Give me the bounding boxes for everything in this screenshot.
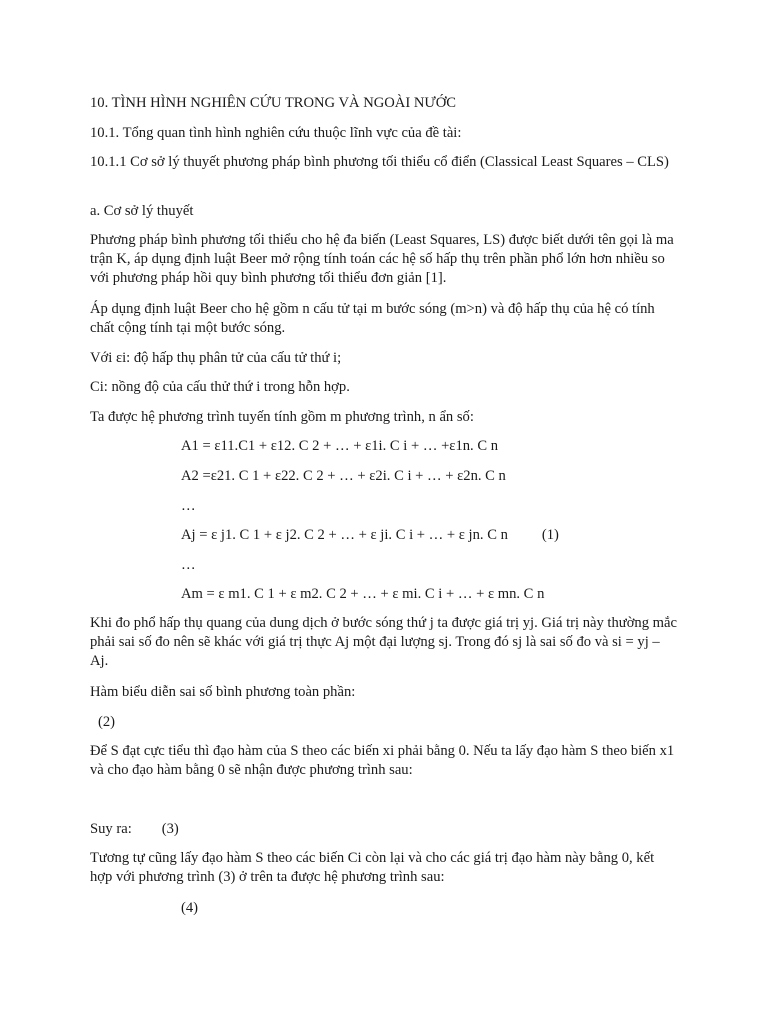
suy-ra-label: Suy ra: — [90, 821, 132, 837]
paragraph-system-derivation: Tương tự cũng lấy đạo hàm S theo các biến Ci còn lại và cho các giá trị đạo hàm này bằng 0, kết hợp với phương trình (3) ở trên ta được hệ phương trình sau: — [90, 850, 655, 885]
paragraph-ls-intro: Phương pháp bình phương tối thiểu cho hệ đa biến (Least Squares, LS) được biết dưới tên gọi là ma trận K, áp dụng định luật Beer mở rộng tính toán các hệ số hấp thụ trên phần phổ lớn hơn nhiều so với phương pháp hồi quy bình phương tối thiểu đơn giản [1]. — [90, 232, 674, 286]
paragraph-beer-law: Áp dụng định luật Beer cho hệ gồm n cấu tử tại m bước sóng (m>n) và độ hấp thụ của hệ có tính chất cộng tính tại một bước sóng. — [90, 301, 655, 336]
equation-aj — [181, 526, 681, 545]
equation-number-2: (2) — [98, 714, 116, 730]
equation-aj-text: Aj = ε j1. C 1 + ε j2. C 2 + … + ε ji. C i + … + ε jn. C n — [181, 527, 508, 543]
equation-a1: A1 = ε11.C1 + ε12. C 2 + … + ε1i. C i + … +ε1n. C n — [181, 438, 499, 454]
paragraph-squared-error: Hàm biểu diễn sai số bình phương toàn phần: — [90, 684, 356, 700]
paragraph-measurement-error: Khi đo phổ hấp thụ quang của dung dịch ở bước sóng thứ j ta được giá trị yj. Giá trị này thường mắc phải sai số đo nên sẽ khác với giá trị thực Aj một đại lượng sj. Trong đó sj là sai số đo và si = yj – Aj. — [90, 615, 677, 669]
definition-epsilon: Với εi: độ hấp thụ phân tử của cấu tử thứ i; — [90, 350, 342, 366]
equation-a2: A2 =ε21. C 1 + ε22. C 2 + … + ε2i. C i + … + ε2n. C n — [181, 468, 506, 484]
paragraph-equation-system: Ta được hệ phương trình tuyến tính gồm m phương trình, n ẩn số: — [90, 409, 474, 425]
equation-number-1: (1) — [541, 527, 559, 543]
section-title: 10.1.1 Cơ sở lý thuyết phương pháp bình phương tối thiểu cổ điển (Classical Least Squares – CLS) — [90, 154, 669, 170]
subheading: 10.1. Tổng quan tình hình nghiên cứu thuộc lĩnh vực của đề tài: — [90, 125, 462, 141]
equation-ellipsis: … — [181, 498, 196, 514]
section-heading: 10. TÌNH HÌNH NGHIÊN CỨU TRONG VÀ NGOÀI NƯỚC — [90, 95, 456, 111]
suy-ra-line — [90, 820, 678, 839]
paragraph-derivative: Để S đạt cực tiểu thì đạo hàm của S theo các biến xi phải bằng 0. Nếu ta lấy đạo hàm S theo biến x1 và cho đạo hàm bằng 0 sẽ nhận được phương trình sau: — [90, 743, 675, 778]
definition-concentration: Ci: nồng độ của cấu thử thứ i trong hỗn hợp. — [90, 379, 350, 395]
equation-am: Am = ε m1. C 1 + ε m2. C 2 + … + ε mi. C i + … + ε mn. C n — [181, 586, 545, 602]
equation-ellipsis: … — [181, 557, 196, 573]
equation-number-3: (3) — [161, 821, 179, 837]
subsection-title: a. Cơ sở lý thuyết — [90, 203, 194, 219]
equation-number-4: (4) — [181, 900, 199, 916]
